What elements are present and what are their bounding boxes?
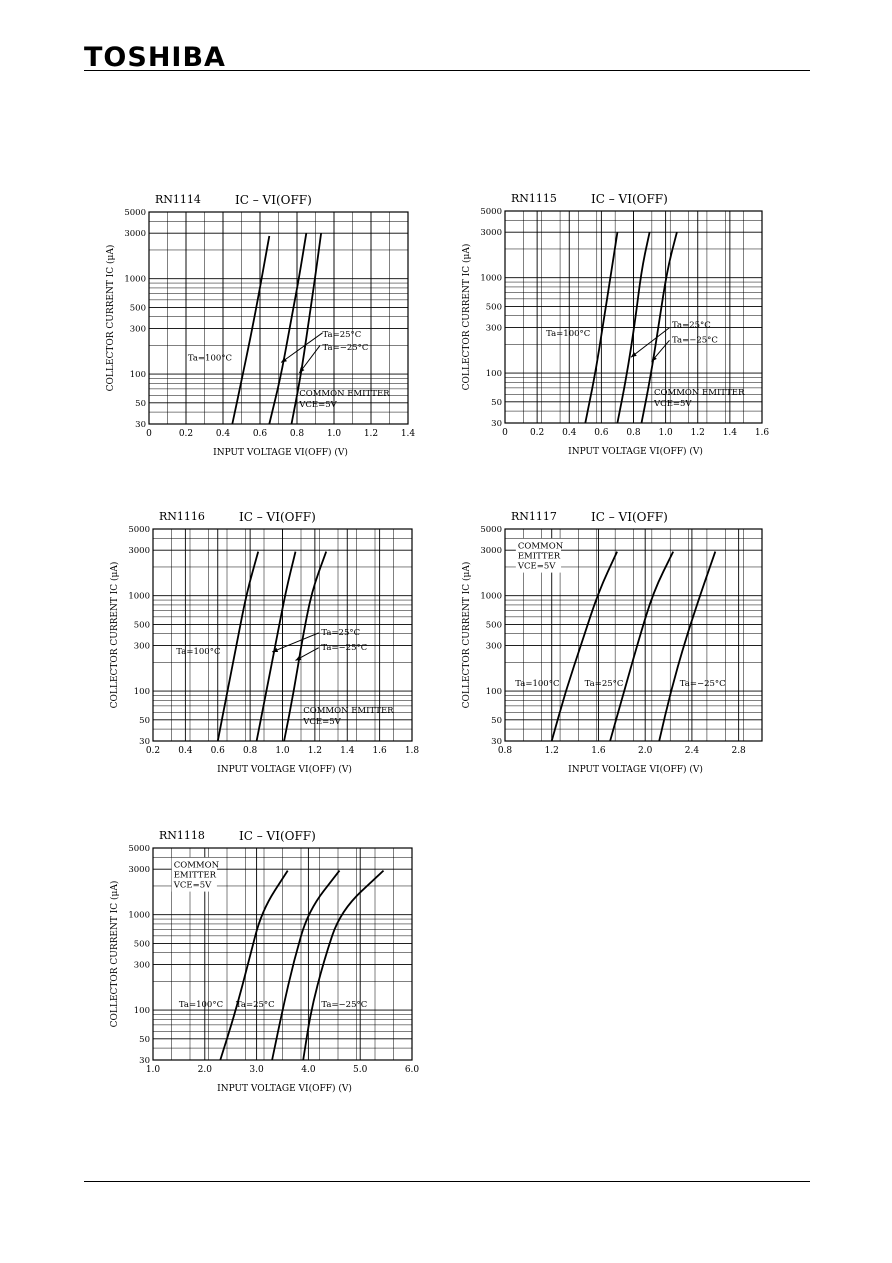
x-tick-label: 1.2	[307, 746, 323, 756]
y-axis-label: COLLECTOR CURRENT IC (μA)	[106, 244, 116, 392]
series-label: Ta=−25°C	[322, 342, 369, 353]
annotation-text: VCE=5V	[173, 880, 212, 891]
y-tick-label: 500	[133, 939, 150, 950]
annotation-text: EMITTER	[173, 870, 217, 881]
y-axis-label: COLLECTOR CURRENT IC (μA)	[110, 880, 120, 1028]
x-tick-label: 1.2	[363, 429, 379, 439]
x-tick-label: 0.6	[210, 746, 225, 756]
x-tick-label: 0.8	[497, 746, 513, 756]
x-tick-label: 3.0	[249, 1065, 264, 1075]
x-tick-label: 1.6	[754, 428, 770, 438]
annotation-text: COMMON EMITTER	[654, 388, 745, 399]
y-tick-label: 50	[139, 1034, 150, 1045]
y-tick-label: 100	[133, 1006, 150, 1017]
y-tick-label: 5000	[128, 844, 150, 854]
x-axis-label: INPUT VOLTAGE VI(OFF) (V)	[213, 448, 348, 458]
y-tick-label: 100	[129, 370, 146, 381]
chart-model-label: RN1115	[511, 192, 557, 205]
chart-title: IC – VI(OFF)	[235, 193, 312, 207]
y-tick-label: 300	[133, 960, 150, 971]
y-tick-label: 500	[485, 620, 502, 631]
y-tick-label: 500	[485, 302, 502, 313]
series-label: Ta=−25°C	[321, 642, 368, 653]
series-label: Ta=100°C	[546, 329, 591, 340]
y-tick-label: 500	[129, 303, 146, 314]
x-tick-label: 0.2	[145, 746, 161, 756]
chart-title: IC – VI(OFF)	[239, 510, 316, 524]
series-label: Ta=25°C	[584, 678, 624, 689]
chart-title: IC – VI(OFF)	[591, 510, 668, 524]
x-axis-label: INPUT VOLTAGE VI(OFF) (V)	[568, 447, 703, 457]
y-tick-label: 5000	[480, 207, 502, 217]
annotation-text: VCE=5V	[299, 400, 337, 411]
y-tick-label: 300	[129, 324, 146, 335]
y-tick-label: 3000	[480, 228, 502, 239]
y-tick-label: 30	[491, 419, 502, 429]
y-tick-label: 50	[139, 715, 150, 726]
annotation-text: VCE=5V	[517, 561, 556, 572]
x-tick-label: 0.4	[562, 428, 577, 438]
x-tick-label: 0.6	[252, 429, 268, 439]
x-tick-label: 1.2	[690, 428, 705, 438]
y-axis-label: COLLECTOR CURRENT IC (μA)	[462, 561, 472, 709]
x-tick-label: 2.8	[731, 746, 746, 756]
y-tick-label: 100	[133, 687, 150, 698]
chart-model-label: RN1118	[159, 829, 205, 842]
x-tick-label: 1.2	[544, 746, 559, 756]
y-tick-label: 3000	[128, 546, 150, 557]
series-label: Ta=25°C	[321, 628, 361, 638]
x-tick-label: 1.0	[658, 428, 673, 438]
x-tick-label: 2.4	[684, 746, 700, 756]
y-tick-label: 5000	[128, 525, 150, 535]
x-tick-label: 0	[146, 429, 152, 439]
x-tick-label: 0.2	[178, 429, 194, 439]
y-tick-label: 3000	[124, 229, 146, 240]
y-axis-label: COLLECTOR CURRENT IC (μA)	[462, 243, 472, 391]
x-tick-label: 1.0	[145, 1065, 161, 1075]
annotation-text: COMMON EMITTER	[303, 706, 394, 717]
x-tick-label: 1.0	[275, 746, 290, 756]
y-tick-label: 30	[491, 737, 502, 747]
x-tick-label: 1.0	[326, 429, 342, 439]
y-tick-label: 300	[133, 641, 150, 652]
x-tick-label: 1.4	[722, 428, 738, 438]
y-tick-label: 5000	[124, 208, 146, 218]
x-tick-label: 0.4	[215, 429, 231, 439]
x-tick-label: 5.0	[353, 1065, 368, 1075]
x-tick-label: 1.4	[340, 746, 355, 756]
x-tick-label: 1.8	[404, 746, 420, 756]
y-tick-label: 1000	[128, 910, 150, 921]
x-tick-label: 0.8	[626, 428, 641, 438]
y-tick-label: 50	[491, 397, 502, 408]
series-label: Ta=100°C	[176, 647, 221, 658]
y-tick-label: 3000	[128, 865, 150, 876]
y-tick-label: 500	[133, 620, 150, 631]
x-axis-label: INPUT VOLTAGE VI(OFF) (V)	[217, 765, 352, 775]
chart-model-label: RN1116	[159, 510, 205, 523]
y-tick-label: 1000	[128, 591, 150, 602]
series-line	[303, 871, 383, 1060]
annotation-text: VCE=5V	[654, 399, 692, 410]
y-tick-label: 30	[135, 420, 146, 430]
series-label: Ta=−25°C	[321, 1000, 368, 1010]
series-label: Ta=25°C	[322, 330, 362, 341]
y-tick-label: 1000	[480, 591, 502, 602]
annotation-text: COMMON	[173, 860, 220, 871]
chart-title: IC – VI(OFF)	[239, 829, 316, 843]
y-tick-label: 1000	[480, 273, 502, 284]
y-tick-label: 30	[139, 1056, 150, 1066]
annotation-text: COMMON EMITTER	[299, 389, 390, 400]
y-tick-label: 1000	[124, 274, 146, 285]
x-tick-label: 6.0	[404, 1065, 420, 1075]
toshiba-logo: TOSHIBA	[84, 42, 226, 73]
y-tick-label: 30	[139, 737, 150, 747]
footer-rule	[84, 1181, 810, 1182]
y-tick-label: 300	[485, 323, 502, 334]
annotation-text: COMMON	[517, 541, 564, 552]
x-tick-label: 0	[502, 428, 508, 438]
x-tick-label: 0.8	[242, 746, 258, 756]
y-tick-label: 100	[485, 687, 502, 698]
series-label: Ta=25°C	[235, 1000, 275, 1010]
x-tick-label: 1.6	[591, 746, 606, 756]
x-axis-label: INPUT VOLTAGE VI(OFF) (V)	[217, 1084, 352, 1094]
series-label: Ta=100°C	[187, 353, 233, 364]
y-axis-label: COLLECTOR CURRENT IC (μA)	[110, 561, 120, 709]
series-label: Ta=−25°C	[679, 678, 726, 689]
chart-model-label: RN1117	[511, 510, 557, 523]
series-line	[272, 871, 339, 1060]
annotation-text: VCE=5V	[303, 717, 341, 728]
x-axis-label: INPUT VOLTAGE VI(OFF) (V)	[568, 765, 703, 775]
x-tick-label: 0.2	[529, 428, 545, 438]
x-tick-label: 1.6	[372, 746, 387, 756]
series-label: Ta=25°C	[672, 320, 711, 331]
x-tick-label: 0.6	[594, 428, 609, 438]
series-label: Ta=−25°C	[672, 335, 718, 346]
x-tick-label: 0.4	[178, 746, 193, 756]
x-tick-label: 2.0	[638, 746, 653, 756]
chart-model-label: RN1114	[155, 193, 201, 206]
series-label: Ta=100°C	[515, 678, 560, 689]
x-tick-label: 4.0	[301, 1065, 316, 1075]
annotation-text: EMITTER	[517, 551, 561, 562]
y-tick-label: 5000	[480, 525, 502, 535]
x-tick-label: 0.8	[289, 429, 305, 439]
y-tick-label: 300	[485, 641, 502, 652]
x-tick-label: 1.4	[400, 429, 416, 439]
series-label: Ta=100°C	[178, 1000, 224, 1010]
y-tick-label: 50	[491, 715, 502, 726]
x-tick-label: 2.0	[197, 1065, 212, 1075]
y-tick-label: 100	[485, 369, 502, 380]
chart-title: IC – VI(OFF)	[591, 192, 668, 206]
y-tick-label: 3000	[480, 546, 502, 557]
y-tick-label: 50	[135, 398, 146, 409]
